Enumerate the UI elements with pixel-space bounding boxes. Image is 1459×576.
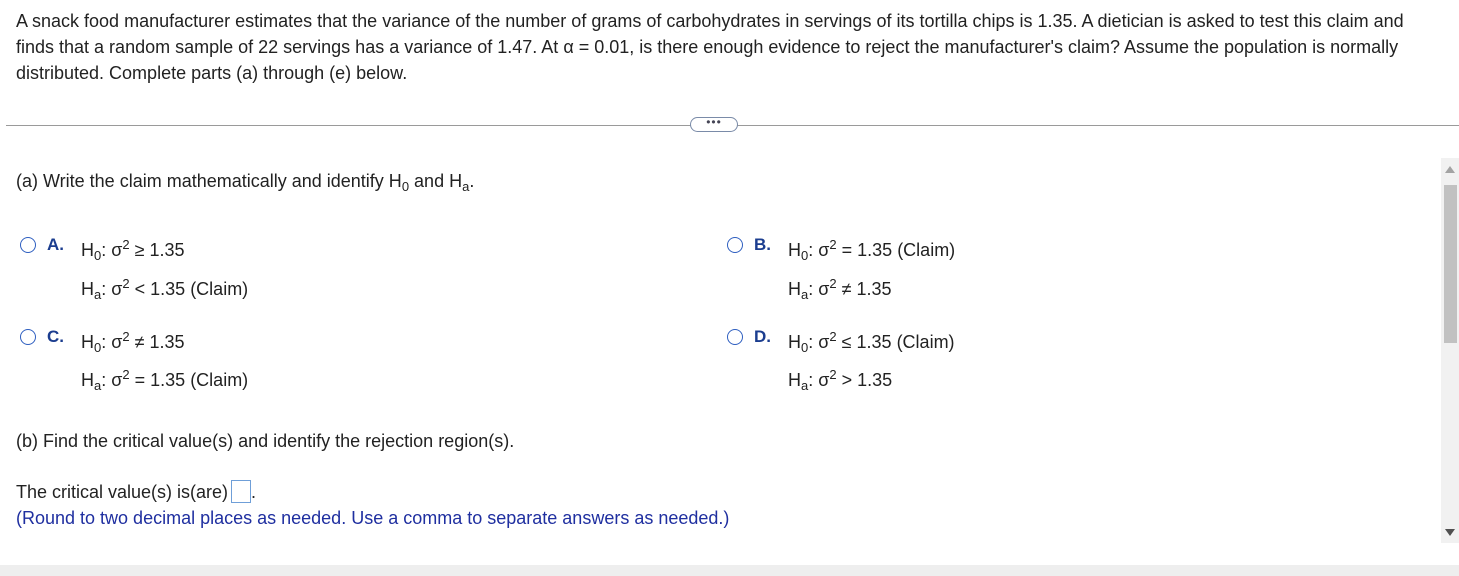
option-d-radio[interactable]: [727, 329, 743, 345]
option-c-radio[interactable]: [20, 329, 36, 345]
scroll-down-arrow-icon[interactable]: [1445, 529, 1455, 536]
option-a-radio[interactable]: [20, 237, 36, 253]
rounding-hint: (Round to two decimal places as needed. Use a comma to separate answers as needed.): [16, 508, 730, 528]
option-b-ha: $H_a$: $\sigma^2 \ne 1.35$: [788, 276, 892, 302]
option-a-h0: $H_0$: $\sigma^2 \ge 1.35$: [81, 237, 185, 263]
option-c-h0: $H_0$: $\sigma^2 \ne 1.35$: [81, 329, 185, 355]
option-b-h0: $H_0$: $\sigma^2 = 1.35$ (Claim): [788, 237, 956, 263]
option-d-h0: $H_0$: $\sigma^2 \le 1.35$ (Claim): [788, 329, 955, 355]
critical-value-label: The critical value(s) is(are): [16, 482, 229, 502]
expand-more-button[interactable]: •••: [690, 117, 738, 132]
option-d-ha: $H_a$: $\sigma^2 > 1.35$: [788, 367, 893, 393]
critical-value-input[interactable]: [231, 480, 251, 503]
option-d-letter: D.: [754, 327, 771, 346]
vertical-scrollbar[interactable]: [1441, 158, 1459, 543]
critical-value-row: The critical value(s) is(are) .: [16, 482, 257, 502]
part-b-prompt: (b) Find the critical value(s) and identify the rejection region(s).: [16, 431, 515, 451]
option-b-radio[interactable]: [727, 237, 743, 253]
option-b-letter: B.: [754, 235, 771, 254]
question-scroll-area[interactable]: [0, 158, 1441, 565]
option-a-ha: $H_a$: $\sigma^2 < 1.35$ (Claim): [81, 276, 249, 302]
option-a-letter: A.: [47, 235, 64, 254]
bottom-toolbar-band: [0, 565, 1459, 576]
scroll-thumb[interactable]: [1444, 185, 1457, 343]
option-c-ha: $H_a$: $\sigma^2 = 1.35$ (Claim): [81, 367, 249, 393]
part-a-prompt: (a) Write the claim mathematically and identify $H_0$ and $H_a$.: [16, 171, 475, 194]
option-c-letter: C.: [47, 327, 64, 346]
problem-statement: A snack food manufacturer estimates that the variance of the number of grams of carbohydrates in servings of its tortilla chips is 1.35. A dietician is asked to test this claim and finds that a random sample of 22 servings has a variance of 1.47. At α = 0.01, is there enough evidence to reject the manufacturer's claim? Assume the population is normally distributed. Complete parts (a) through (e) below.: [16, 11, 1404, 83]
scroll-up-arrow-icon[interactable]: [1445, 166, 1455, 173]
